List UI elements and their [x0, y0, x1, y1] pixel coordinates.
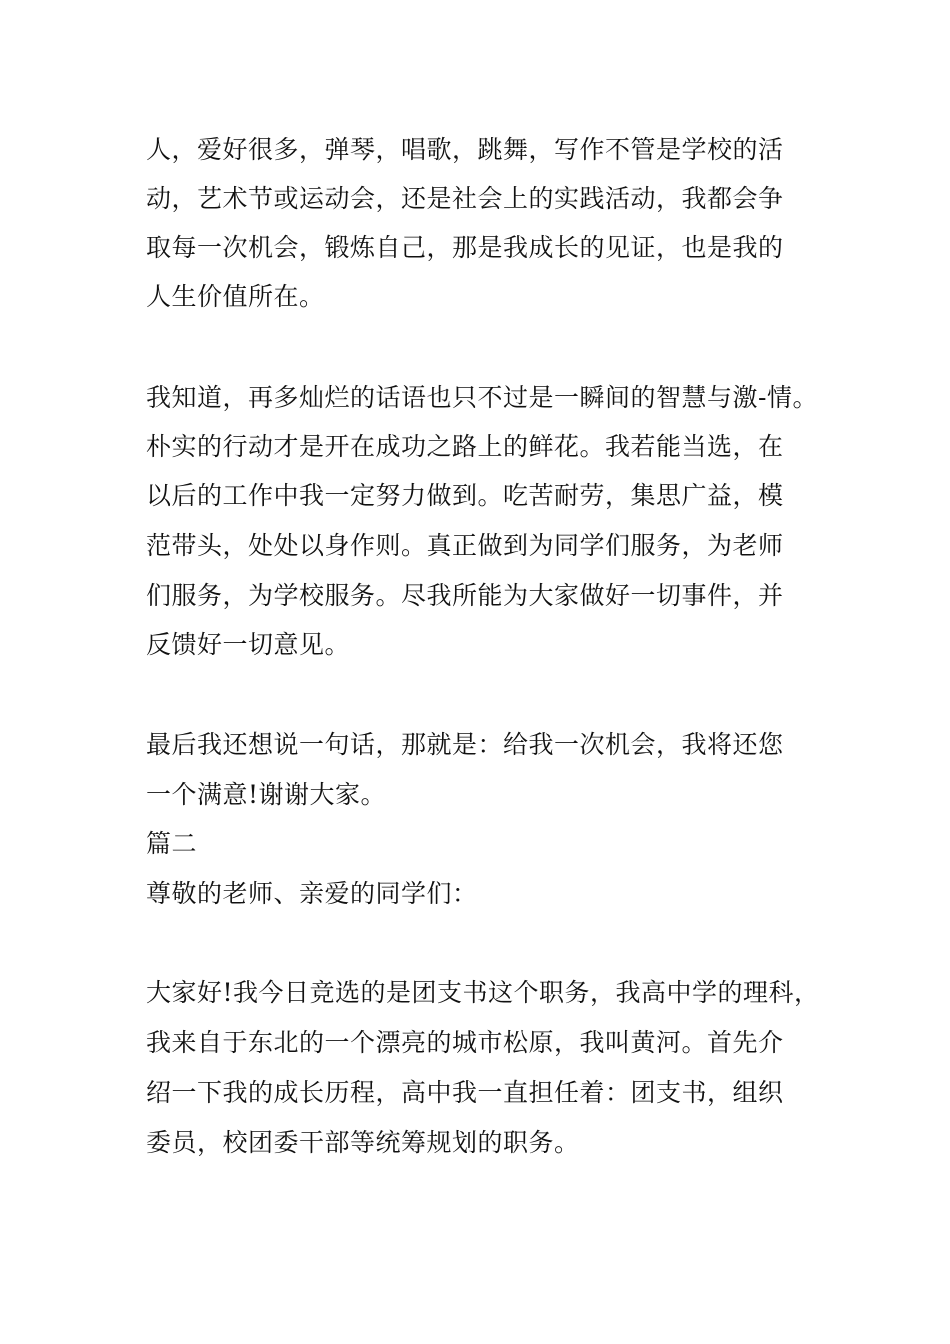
paragraph-4-line-3: 绍一下我的成长历程，高中我一直担任着：团支书，组织: [146, 1078, 784, 1107]
section-heading: 篇二: [146, 829, 198, 858]
salutation: 尊敬的老师、亲爱的同学们：: [146, 879, 478, 908]
paragraph-2-line-6: 反馈好一切意见。: [146, 630, 351, 659]
paragraph-3-line-2: 一个满意!谢谢大家。: [146, 780, 387, 809]
paragraph-3-line-1: 最后我还想说一句话，那就是：给我一次机会，我将还您: [146, 730, 784, 759]
paragraph-2-line-3: 以后的工作中我一定努力做到。吃苦耐劳，集思广益，模: [146, 481, 784, 510]
paragraph-2-line-1: 我知道，再多灿烂的话语也只不过是一瞬间的智慧与激-情。: [146, 383, 818, 412]
paragraph-2-line-5: 们服务，为学校服务。尽我所能为大家做好一切事件，并: [146, 581, 784, 610]
paragraph-1-line-4: 人生价值所在。: [146, 282, 325, 311]
paragraph-4-line-1: 大家好!我今日竞选的是团支书这个职务，我高中学的理科，: [146, 978, 820, 1007]
paragraph-2-line-4: 范带头，处处以身作则。真正做到为同学们服务，为老师: [146, 531, 784, 560]
paragraph-1-line-3: 取每一次机会，锻炼自己，那是我成长的见证，也是我的: [146, 233, 784, 262]
paragraph-1-line-2: 动，艺术节或运动会，还是社会上的实践活动，我都会争: [146, 184, 784, 213]
paragraph-1-line-1: 人，爱好很多，弹琴，唱歌，跳舞，写作不管是学校的活: [146, 135, 784, 164]
paragraph-4-line-4: 委员，校团委干部等统筹规划的职务。: [146, 1128, 580, 1157]
paragraph-2-line-2: 朴实的行动才是开在成功之路上的鲜花。我若能当选，在: [146, 432, 784, 461]
paragraph-4-line-2: 我来自于东北的一个漂亮的城市松原，我叫黄河。首先介: [146, 1028, 784, 1057]
